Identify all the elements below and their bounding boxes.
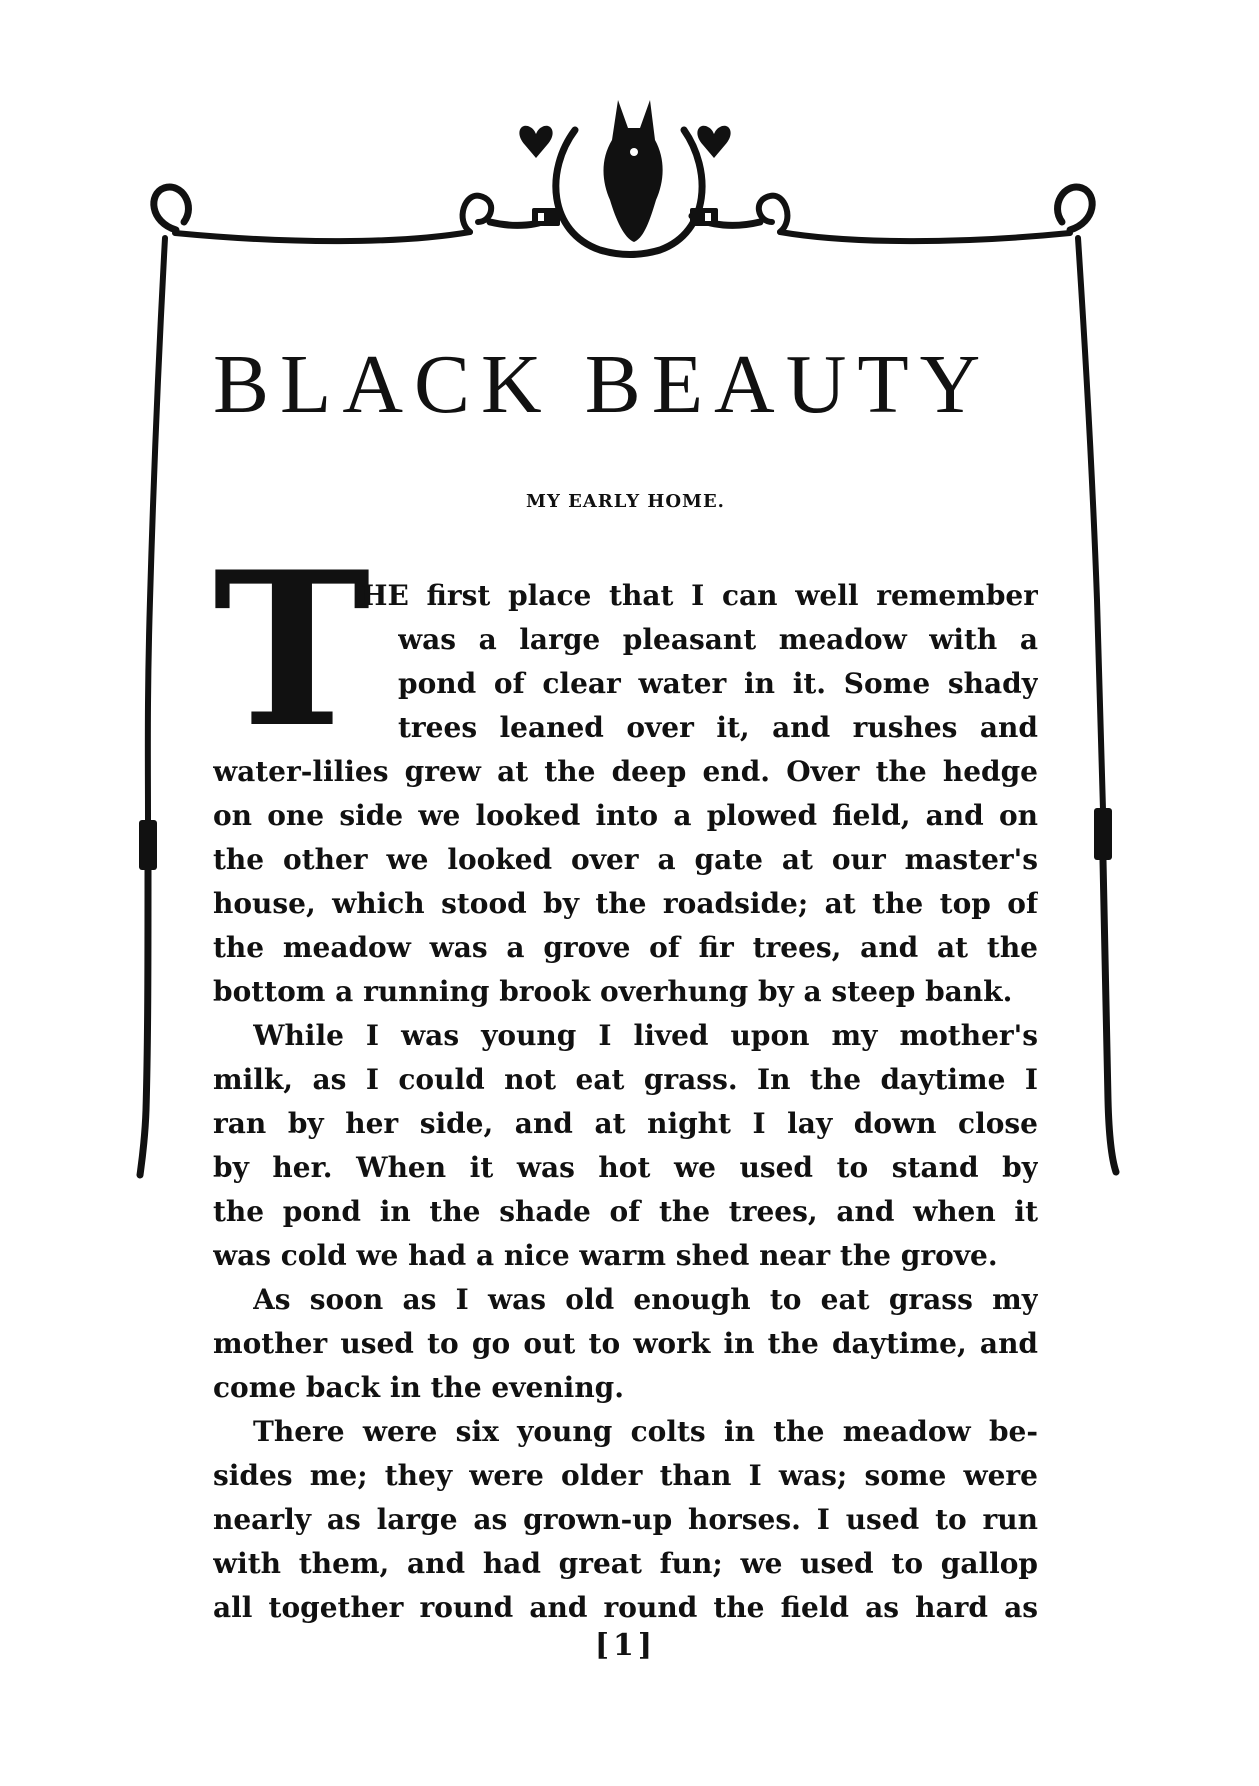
body-line: house, which stood by the roadside; at the top of <box>213 887 1038 920</box>
body-line: with them, and had great fun; we used to gallop <box>213 1547 1038 1580</box>
page-number: [1] <box>594 1628 657 1663</box>
body-line: As soon as I was old enough to eat grass my <box>253 1283 1038 1316</box>
body-line: While I was young I lived upon my mother's <box>253 1019 1038 1052</box>
body-line: There were six young colts in the meadow be- <box>253 1415 1038 1448</box>
body-line: the meadow was a grove of fir trees, and at the <box>213 931 1038 964</box>
body-line: the pond in the shade of the trees, and when it <box>213 1195 1038 1228</box>
body-line: come back in the evening. <box>213 1371 625 1404</box>
chapter-title: MY EARLY HOME. <box>526 491 725 512</box>
drop-cap: T <box>213 525 371 774</box>
body-line: was a large pleasant meadow with a <box>398 623 1038 656</box>
body-line: all together round and round the field as hard as <box>213 1591 1038 1624</box>
body-line: pond of clear water in it. Some shady <box>398 667 1038 700</box>
body-line: sides me; they were older than I was; some were <box>213 1459 1038 1492</box>
book-title: BLACK BEAUTY <box>213 338 992 431</box>
body-line: milk, as I could not eat grass. In the daytime I <box>213 1063 1038 1096</box>
body-line: the other we looked over a gate at our master's <box>213 843 1038 876</box>
body-line: on one side we looked into a plowed field, and on <box>213 799 1038 832</box>
body-line: by her. When it was hot we used to stand by <box>213 1151 1038 1184</box>
body-line: nearly as large as grown-up horses. I used to run <box>213 1503 1038 1536</box>
body-line: ran by her side, and at night I lay down close <box>213 1107 1038 1140</box>
body-line: bottom a running brook overhung by a steep bank. <box>213 975 1013 1008</box>
body-line: was cold we had a nice warm shed near the grove. <box>213 1239 998 1272</box>
body-line: trees leaned over it, and rushes and <box>398 711 1038 744</box>
body-line: mother used to go out to work in the daytime, and <box>213 1327 1038 1360</box>
body-line: water-lilies grew at the deep end. Over the hedge <box>213 755 1038 788</box>
body-line: HE first place that I can well remember <box>361 579 1038 612</box>
